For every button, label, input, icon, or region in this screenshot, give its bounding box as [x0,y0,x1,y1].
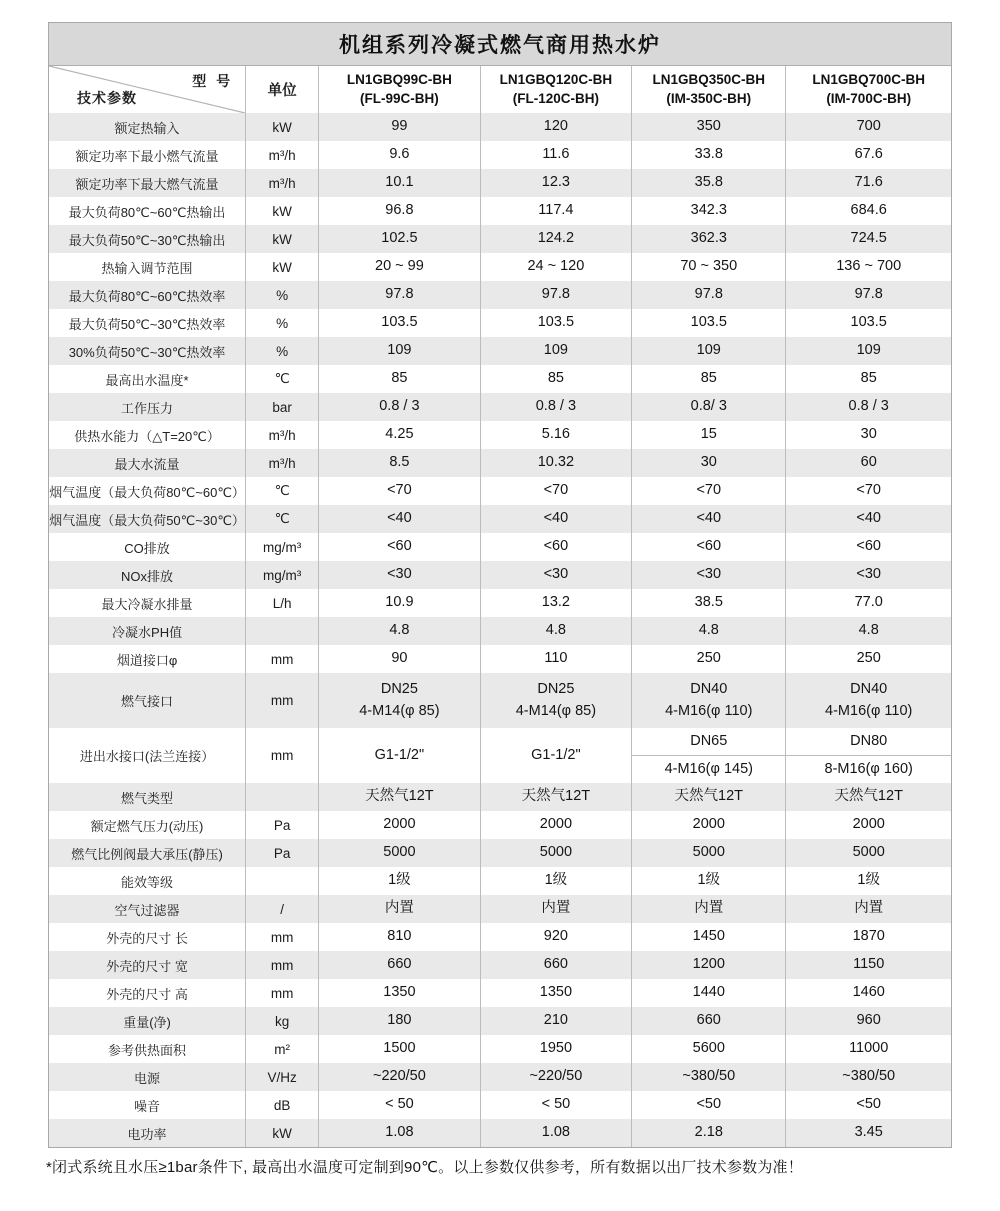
unit-cell: kW [246,253,319,281]
value-cell: 180 [319,1007,480,1035]
value-cell: 90 [319,645,480,673]
value-cell: 97.8 [319,281,480,309]
value-cell: 1450 [632,923,786,951]
value-cell: <60 [319,533,480,561]
value-cell: 67.6 [786,141,951,169]
param-cell: 最大负荷50℃~30℃热输出 [68,232,226,248]
unit-cell: Pa [246,839,319,867]
value-cell: 724.5 [786,225,951,253]
model-header-4 [786,66,951,113]
value-cell: 97.8 [480,281,632,309]
unit-cell: V/Hz [246,1063,319,1091]
value-cell: 97.8 [632,281,786,309]
value-cell: 内置 [480,895,632,923]
value-cell: 天然气12T [480,783,632,811]
value-cell: <70 [319,477,480,505]
value-cell: 110 [480,645,632,673]
split-cell [632,728,785,783]
model-name: LN1GBQ700C-BH [812,72,925,88]
value-cell: 5.16 [480,421,632,449]
unit-cell: ℃ [246,365,319,393]
table-row [49,673,951,728]
table-row [49,365,951,393]
split-cell [786,728,951,783]
param-cell: 燃气接口 [121,694,174,709]
value-cell: 13.2 [480,589,632,617]
table-row [49,589,951,617]
value-cell: 70 ~ 350 [632,253,786,281]
param-cell: 最大负荷50℃~30℃热效率 [68,316,226,332]
value-cell: <50 [632,1091,786,1119]
value-cell: 700 [786,113,951,141]
param-cell: CO排放 [124,540,170,556]
value-cell: 362.3 [632,225,786,253]
param-cell: 烟气温度（最大负荷80℃~60℃） [49,484,245,500]
value-cell: 5000 [632,839,786,867]
unit-cell: dB [246,1091,319,1119]
value-cell: 71.6 [786,169,951,197]
param-cell: 额定功率下最大燃气流量 [75,176,219,192]
table-row [49,505,951,533]
value-cell: 4.8 [319,617,480,645]
unit-column-header: 单位 [246,66,319,113]
param-cell: 进出水接口(法兰连接） [79,749,215,764]
value-cell: <40 [319,505,480,533]
value-cell: 4.25 [319,421,480,449]
table-row [49,923,951,951]
value-cell: 342.3 [632,197,786,225]
value-cell: 96.8 [319,197,480,225]
unit-cell: mm [246,979,319,1007]
value-cell: ~220/50 [319,1063,480,1091]
value-cell: 38.5 [632,589,786,617]
param-cell: 外壳的尺寸 宽 [106,958,188,974]
unit-cell [246,783,319,811]
param-cell: NOx排放 [121,568,174,584]
value-cell: 103.5 [632,309,786,337]
unit-cell: % [246,309,319,337]
value-cell: 5600 [632,1035,786,1063]
value-cell: 24 ~ 120 [480,253,632,281]
value-cell: 1500 [319,1035,480,1063]
table-row [49,867,951,895]
unit-cell: kW [246,225,319,253]
unit-cell: ℃ [246,477,319,505]
value-cell: ~380/50 [786,1063,951,1091]
table-row [49,197,951,225]
value-cell: 30 [786,421,951,449]
model-header-1 [319,66,480,113]
value-cell: 1级 [786,867,951,895]
value-cell: 109 [480,337,632,365]
split-top-value: DN65 [690,732,728,749]
value-cell: <40 [786,505,951,533]
value-cell: 120 [480,113,632,141]
value-cell: 85 [480,365,632,393]
table-row [49,449,951,477]
value-cell [632,728,786,783]
value-cell: <30 [319,561,480,589]
value-cell: <40 [480,505,632,533]
param-cell: 热输入调节范围 [101,260,193,276]
value-cell: 1870 [786,923,951,951]
unit-cell: mm [246,923,319,951]
value-cell: 103.5 [480,309,632,337]
unit-cell: mg/m³ [246,533,319,561]
param-cell: 冷凝水PH值 [112,624,183,640]
value-cell: 60 [786,449,951,477]
unit-cell: % [246,281,319,309]
value-cell: 660 [480,951,632,979]
table-row [49,811,951,839]
value-cell: DN40 4-M16(φ 110) [786,673,951,728]
value-cell: 85 [319,365,480,393]
value-cell: 350 [632,113,786,141]
value-cell: <70 [632,477,786,505]
unit-cell: / [246,895,319,923]
value-cell: 117.4 [480,197,632,225]
value-cell: 660 [632,1007,786,1035]
header-row [49,66,951,113]
unit-cell: m³/h [246,449,319,477]
value-cell: 1.08 [480,1119,632,1147]
table-row [49,951,951,979]
value-cell: <40 [632,505,786,533]
value-cell: 660 [319,951,480,979]
param-cell: 最高出水温度* [105,372,189,388]
param-cell: 电功率 [127,1126,167,1142]
table-row [49,309,951,337]
model-alias: (IM-700C-BH) [826,90,912,106]
value-cell: ~380/50 [632,1063,786,1091]
value-cell: 109 [632,337,786,365]
value-cell: 2.18 [632,1119,786,1147]
table-row [49,728,951,783]
param-cell: 外壳的尺寸 长 [106,930,188,946]
unit-cell: kW [246,197,319,225]
value-cell: 1950 [480,1035,632,1063]
value-cell: < 50 [319,1091,480,1119]
unit-cell: kg [246,1007,319,1035]
value-cell: 4.8 [632,617,786,645]
unit-cell [246,867,319,895]
value-cell: 85 [632,365,786,393]
param-cell: 能效等级 [121,874,174,890]
value-cell: 1级 [319,867,480,895]
value-cell: 136 ~ 700 [786,253,951,281]
value-cell: 2000 [319,811,480,839]
unit-cell: kW [246,1119,319,1147]
param-cell: 外壳的尺寸 高 [106,986,188,1002]
param-cell: 最大负荷80℃~60℃热输出 [68,204,226,220]
param-cell: 额定燃气压力(动压) [90,818,204,834]
value-cell: 10.1 [319,169,480,197]
value-cell: 2000 [632,811,786,839]
value-cell: 内置 [786,895,951,923]
param-cell: 最大冷凝水排量 [101,596,193,612]
param-cell: 烟道接口φ [116,652,178,668]
value-cell: 4.8 [480,617,632,645]
table-row [49,617,951,645]
table-row [49,253,951,281]
value-cell: DN25 4-M14(φ 85) [480,673,632,728]
split-bottom-value: 8-M16(φ 160) [786,755,951,783]
value-cell: 12.3 [480,169,632,197]
param-cell: 电源 [134,1070,161,1086]
value-cell: 85 [786,365,951,393]
model-alias: (IM-350C-BH) [666,90,752,106]
table-row [49,337,951,365]
value-cell: 1350 [480,979,632,1007]
param-cell: 参考供热面积 [108,1042,187,1058]
value-cell: <60 [632,533,786,561]
value-cell [786,728,951,783]
model-header-2 [480,66,632,113]
unit-cell: mm [246,673,319,728]
table-row [49,281,951,309]
value-cell: 30 [632,449,786,477]
param-cell: 额定热输入 [114,120,180,136]
unit-cell: m³/h [246,169,319,197]
value-cell: 天然气12T [786,783,951,811]
value-cell: 250 [632,645,786,673]
value-cell: <70 [480,477,632,505]
value-cell: 11.6 [480,141,632,169]
param-cell: 最大负荷80℃~60℃热效率 [68,288,226,304]
spec-sheet [48,22,952,1148]
footnote: *闭式系统且水压≥1bar条件下, 最高出水温度可定制到90℃。以上参数仅供参考，所有数据以出厂技术参数为准！ [46,1159,803,1176]
value-cell: 35.8 [632,169,786,197]
value-cell: 1200 [632,951,786,979]
value-cell: 11000 [786,1035,951,1063]
model-corner-label: 型 号 [192,73,234,89]
value-cell: 1460 [786,979,951,1007]
split-top-value: DN80 [850,732,888,749]
value-cell: 1级 [632,867,786,895]
value-cell: G1-1/2" [480,728,632,783]
unit-cell: % [246,337,319,365]
param-cell: 工作压力 [121,400,174,416]
model-alias: (FL-99C-BH) [360,90,439,106]
value-cell: 250 [786,645,951,673]
table-row [49,783,951,811]
value-cell: 4.8 [786,617,951,645]
unit-cell: mg/m³ [246,561,319,589]
value-cell: 960 [786,1007,951,1035]
unit-cell: mm [246,951,319,979]
value-cell: 210 [480,1007,632,1035]
param-cell: 最大水流量 [114,456,180,472]
unit-cell: kW [246,113,319,141]
value-cell: 5000 [786,839,951,867]
value-cell: 0.8 / 3 [480,393,632,421]
value-cell: 0.8 / 3 [319,393,480,421]
value-cell: 10.32 [480,449,632,477]
value-cell: 109 [786,337,951,365]
value-cell: 5000 [319,839,480,867]
spec-table-body [49,113,951,1147]
value-cell: 内置 [632,895,786,923]
unit-cell: ℃ [246,505,319,533]
param-cell: 30%负荷50℃~30℃热效率 [68,344,226,360]
value-cell: 1.08 [319,1119,480,1147]
value-cell: <30 [632,561,786,589]
value-cell: 103.5 [786,309,951,337]
value-cell: 3.45 [786,1119,951,1147]
model-alias: (FL-120C-BH) [512,90,600,106]
page-title: 机组系列冷凝式燃气商用热水炉 [49,23,951,66]
value-cell: 0.8/ 3 [632,393,786,421]
param-cell: 重量(净) [123,1014,171,1030]
table-row [49,141,951,169]
value-cell: 920 [480,923,632,951]
unit-cell: m³/h [246,421,319,449]
table-row [49,225,951,253]
unit-cell: mm [246,645,319,673]
model-name: LN1GBQ350C-BH [652,72,766,88]
value-cell: < 50 [480,1091,632,1119]
value-cell: 1350 [319,979,480,1007]
table-row [49,421,951,449]
value-cell: 10.9 [319,589,480,617]
value-cell: 109 [319,337,480,365]
table-row [49,477,951,505]
value-cell: <50 [786,1091,951,1119]
value-cell: DN25 4-M14(φ 85) [319,673,480,728]
value-cell: <60 [786,533,951,561]
table-row [49,561,951,589]
value-cell: 684.6 [786,197,951,225]
unit-cell: m³/h [246,141,319,169]
value-cell: 2000 [786,811,951,839]
table-row [49,895,951,923]
param-cell: 供热水能力（△T=20℃） [74,428,220,444]
param-cell: 空气过滤器 [114,902,180,918]
param-cell: 燃气类型 [121,790,174,806]
table-row [49,645,951,673]
param-cell: 烟气温度（最大负荷50℃~30℃） [49,512,245,528]
param-cell: 燃气比例阀最大承压(静压) [71,846,223,862]
model-name: LN1GBQ120C-BH [499,72,613,88]
table-row [49,533,951,561]
value-cell: 2000 [480,811,632,839]
table-row [49,113,951,141]
tech-param-corner-label: 技术参数 [77,90,137,106]
value-cell: <30 [786,561,951,589]
value-cell: 天然气12T [632,783,786,811]
value-cell: <30 [480,561,632,589]
value-cell: 102.5 [319,225,480,253]
value-cell: 5000 [480,839,632,867]
table-row [49,169,951,197]
table-row [49,1119,951,1147]
value-cell: <70 [786,477,951,505]
value-cell: 天然气12T [319,783,480,811]
unit-cell: L/h [246,589,319,617]
param-cell: 噪音 [134,1098,161,1114]
value-cell: 77.0 [786,589,951,617]
split-bottom-value: 4-M16(φ 145) [632,755,785,783]
value-cell: 0.8 / 3 [786,393,951,421]
corner-header-cell [49,66,246,113]
value-cell: 99 [319,113,480,141]
unit-cell [246,617,319,645]
value-cell: 1440 [632,979,786,1007]
table-row [49,979,951,1007]
value-cell: 97.8 [786,281,951,309]
value-cell: 8.5 [319,449,480,477]
value-cell: DN40 4-M16(φ 110) [632,673,786,728]
value-cell: ~220/50 [480,1063,632,1091]
table-row [49,839,951,867]
value-cell: 810 [319,923,480,951]
value-cell: 33.8 [632,141,786,169]
spec-table [49,66,951,1147]
value-cell: 20 ~ 99 [319,253,480,281]
unit-cell: Pa [246,811,319,839]
table-row [49,1007,951,1035]
value-cell: 1150 [786,951,951,979]
unit-cell: mm [246,728,319,783]
value-cell: 内置 [319,895,480,923]
table-row [49,393,951,421]
value-cell: 124.2 [480,225,632,253]
value-cell: <60 [480,533,632,561]
param-cell: 额定功率下最小燃气流量 [75,148,219,164]
unit-cell: m² [246,1035,319,1063]
unit-cell: bar [246,393,319,421]
model-name: LN1GBQ99C-BH [346,72,452,88]
table-row [49,1091,951,1119]
value-cell: 15 [632,421,786,449]
value-cell: 9.6 [319,141,480,169]
value-cell: 1级 [480,867,632,895]
value-cell: G1-1/2" [319,728,480,783]
model-header-3 [632,66,786,113]
table-row [49,1063,951,1091]
table-row [49,1035,951,1063]
value-cell: 103.5 [319,309,480,337]
